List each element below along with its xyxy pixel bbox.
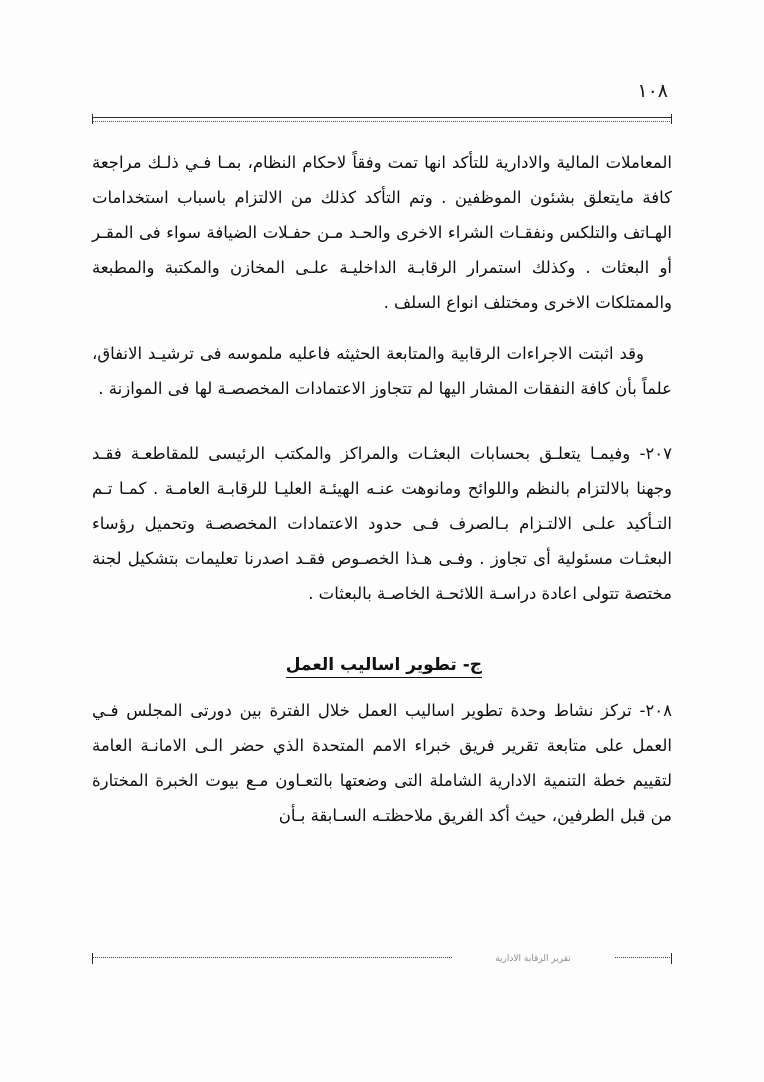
paragraph-3-text: وفيمـا يتعلـق بحسابات البعثـات والمراكز والمكتب الرئيسى للمقاطعـة فقـد وجهنا بالالتزام بالنظم واللوائح ومانوهت عنـه الهيئـة العليـا للرقابـة العامـة . كمـا تـم التـأكيد علـى الالتـزام بـالصرف فـى حدود الاعتمادات المخصصـة وتحميل رؤساء البعثـات مسئولية أى تجاوز . وفـى هـذا الخصـوص فقـد اصدرنا تعليمات بتشكيل لجنة مختصة تتولى اعادة دراسـة اللائحـة الخاصـة بالبعثات . [92, 444, 672, 603]
heading-gap [92, 681, 672, 693]
paragraph-4-text: تركز نشاط وحدة تطوير اساليب العمل خلال الفترة بين دورتى المجلس فـي العمل على متابعة تقرير فريق خبراء الامم المتحدة الذي حضر الـى الامانـة العامة لتقييم خطة التنمية الادارية الشاملة التى وضعتها بالتعـاون مـع بيوت الخبرة المختارة من قبل الطرفين، حيث أكد الفريق ملاحظتـه السـابقة بـأن [92, 701, 672, 825]
paragraph-3 [92, 436, 672, 611]
page-content [92, 145, 672, 837]
paragraph-4 [92, 693, 672, 833]
paragraph-2: وقد اثبتت الاجراءات الرقابية والمتابعة الحثيثه فاعليه ملموسه فى ترشيـد الانفاق، علماً بأن كافة النفقات المشار اليها لم تتجاوز الاعتمادات المخصصـة لها فى الموازنة . [92, 344, 672, 398]
paragraph-3-number: ٢٠٧- [639, 444, 672, 463]
section-heading-text: ج- تطوير اساليب العمل [286, 655, 482, 678]
page-number: ١٠٨ [637, 80, 668, 102]
section-gap [92, 615, 672, 649]
paragraph-1: المعاملات المالية والادارية للتأكد انها تمت وفقاً لاحكام النظام، بمـا فـي ذلـك مراجعة كافة مايتعلق بشئون الموظفين . وتم التأكد كذلك من الالتزام باسباب استخدامات الهـاتف والتلكس ونفقـات الشراء الاخرى والحـد مـن حفـلات الضيافة سواء فى المقـر أو البعثات . وكذلك استمرار الرقابـة الداخليـة علـى المخازن والمكتبة والمطبعة والممتلكات الاخرى ومختلف انواع السلف . [92, 153, 672, 312]
section-heading [92, 649, 672, 681]
paragraph-4-number: ٢٠٨- [639, 701, 672, 720]
paragraph-gap [92, 410, 672, 436]
paragraph-gap [92, 324, 672, 336]
header-divider [92, 117, 672, 122]
footer-mark: تقرير الرقابة الادارية [452, 954, 614, 964]
